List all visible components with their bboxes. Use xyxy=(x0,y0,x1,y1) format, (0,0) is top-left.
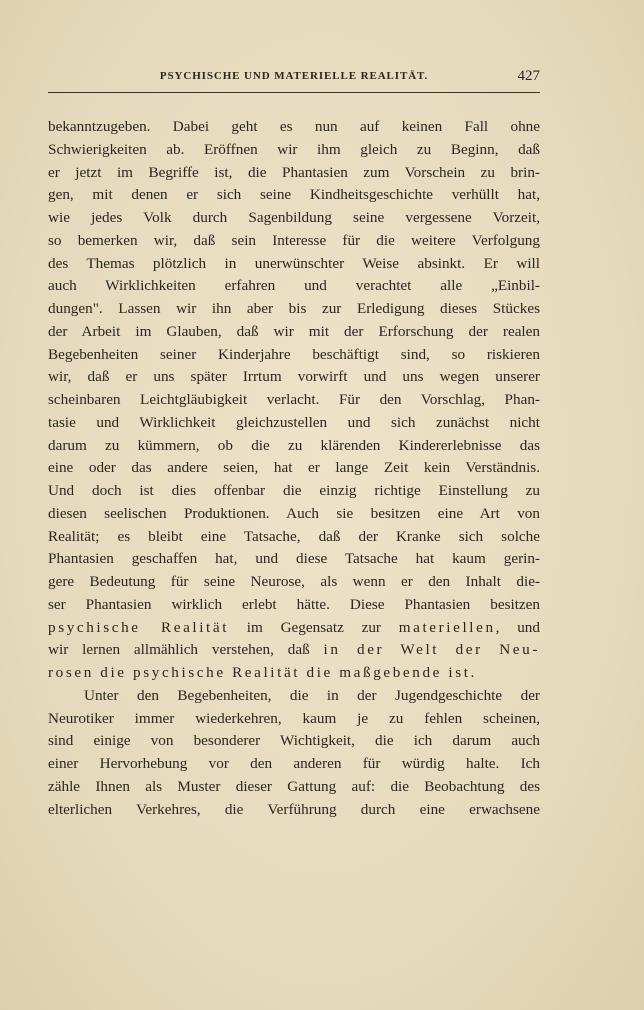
spaced-emphasis: psychische Realität xyxy=(48,618,230,636)
text-line: Begebenheiten seiner Kinderjahre beschäftigt sind, so riskieren xyxy=(48,345,540,363)
text-line: sind einige von besonderer Wichtigkeit, die ich darum auch xyxy=(48,732,540,750)
text-line: diesen seelischen Produktionen. Auch sie besitzen eine Art von xyxy=(48,504,540,522)
text-run: im Gegensatz zur xyxy=(229,618,399,636)
text-line: einer Hervorhebung vor den anderen für würdig halte. Ich xyxy=(48,755,540,772)
text-line: des Themas plötzlich in unerwünschter Weise absinkt. Er will xyxy=(48,254,540,272)
text-line: bekanntzugeben. Dabei geht es nun auf keinen Fall ohne xyxy=(48,118,540,135)
text-line: so bemerken wir, daß sein Interesse für die weitere Verfolgung xyxy=(48,231,540,249)
text-line-spaced: rosen die psychische Realität die maßgebende ist. xyxy=(48,664,477,681)
text-run: wir lernen allmählich verstehen, daß xyxy=(48,641,324,659)
text-line: scheinbaren Leichtgläubigkeit verlacht. Für den Vorschlag, Phan- xyxy=(48,391,540,408)
text-line: elterlichen Verkehres, die Verführung durch eine erwachsene xyxy=(48,800,540,818)
paragraph-start-line: Unter den Begebenheiten, die in der Jugendgeschichte der xyxy=(84,686,540,704)
text-line: Neurotiker immer wiederkehren, kaum je zu fehlen scheinen, xyxy=(48,709,540,727)
running-header xyxy=(48,70,540,93)
text-line: der Arbeit im Glauben, daß wir mit der Erforschung der realen xyxy=(48,322,540,340)
text-line: ser Phantasien wirklich erlebt hätte. Diese Phantasien besitzen xyxy=(48,595,540,613)
spaced-emphasis: materiellen xyxy=(398,618,496,636)
text-line-spaced xyxy=(48,617,540,640)
running-title: PSYCHISCHE UND MATERIELLE REALITÄT. xyxy=(159,70,429,82)
text-line: wie jedes Volk durch Sagenbildung seine vergessene Vorzeit, xyxy=(48,209,540,226)
spaced-emphasis: in der Welt der Neu- xyxy=(323,641,540,659)
text-run: , und xyxy=(495,618,540,636)
text-line: Realität; es bleibt eine Tatsache, daß der Kranke sich solche xyxy=(48,527,540,545)
text-line: tasie und Wirklichkeit gleichzustellen und sich zunächst nicht xyxy=(48,413,540,431)
text-line: wir, daß er uns später Irrtum vorwirft und uns wegen unserer xyxy=(48,368,540,386)
page-number: 427 xyxy=(517,68,540,84)
text-line: gere Bedeutung für seine Neurose, als wenn er den Inhalt die- xyxy=(48,573,540,590)
text-line: eine oder das andere seien, hat er lange Zeit kein Verständnis. xyxy=(48,459,540,477)
text-line: darum zu kümmern, ob die zu klärenden Kindererlebnisse das xyxy=(48,436,540,454)
text-line: Phantasien geschaffen hat, und diese Tatsache hat kaum gerin- xyxy=(48,550,540,568)
text-line: gen, mit denen er sich seine Kindheitsgeschichte verhüllt hat, xyxy=(48,186,540,204)
text-line: auch Wirklichkeiten erfahren und verachtet alle „Einbil- xyxy=(48,277,540,295)
text-line: Schwierigkeiten ab. Eröffnen wir ihm gleich zu Beginn, daß xyxy=(48,140,540,158)
text-line-spaced xyxy=(48,639,540,662)
text-line: Und doch ist dies offenbar die einzig richtige Einstellung zu xyxy=(48,482,540,499)
body-text xyxy=(48,116,540,821)
text-line: zähle Ihnen als Muster dieser Gattung auf: die Beobachtung des xyxy=(48,777,540,795)
text-line: dungen". Lassen wir ihn aber bis zur Erledigung dieses Stückes xyxy=(48,300,540,317)
text-line: er jetzt im Begriffe ist, die Phantasien zum Vorschein zu brin- xyxy=(48,163,540,181)
